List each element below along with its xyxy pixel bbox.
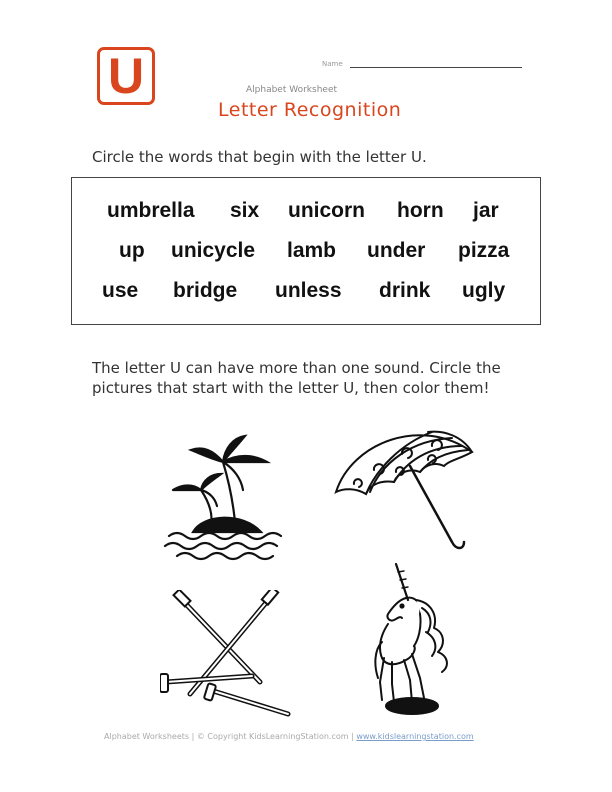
word-item[interactable]: lamb [287,239,337,262]
nails-icon[interactable] [160,590,295,725]
footer [104,732,474,741]
name-label: Name [322,60,343,68]
circle-words-instruction: Circle the words that begin with the letter U. [92,148,427,166]
word-box [71,177,541,325]
worksheet-subtitle: Alphabet Worksheet [246,85,338,95]
word-item[interactable]: six [230,199,260,222]
word-item[interactable]: bridge [173,279,238,302]
unicorn-icon[interactable] [372,562,462,720]
word-item[interactable]: jar [473,199,499,222]
badge-letter: U [107,48,145,104]
word-item[interactable]: drink [379,279,431,302]
word-item[interactable]: umbrella [107,199,195,222]
word-item[interactable]: unicycle [171,239,256,262]
footer-link[interactable]: www.kidslearningstation.com [356,732,474,741]
letter-badge [97,47,155,105]
worksheet-title: Letter Recognition [218,99,402,121]
circle-pictures-instruction: The letter U can have more than one sound. Circle the pictures that start with the letter U, then color them! [92,359,501,397]
footer-text: Alphabet Worksheets | © Copyright KidsLearningStation.com | [104,732,357,741]
word-item[interactable]: horn [397,199,444,222]
word-item[interactable]: unicorn [288,199,365,222]
word-item[interactable]: pizza [458,239,510,262]
umbrella-icon[interactable] [332,422,482,557]
word-item[interactable]: up [119,239,145,262]
word-item[interactable]: ugly [462,279,506,302]
name-line [350,67,522,68]
word-item[interactable]: unless [275,279,342,302]
island-palm-trees-icon[interactable] [163,432,288,562]
word-item[interactable]: under [367,239,426,262]
word-item[interactable]: use [102,279,139,302]
